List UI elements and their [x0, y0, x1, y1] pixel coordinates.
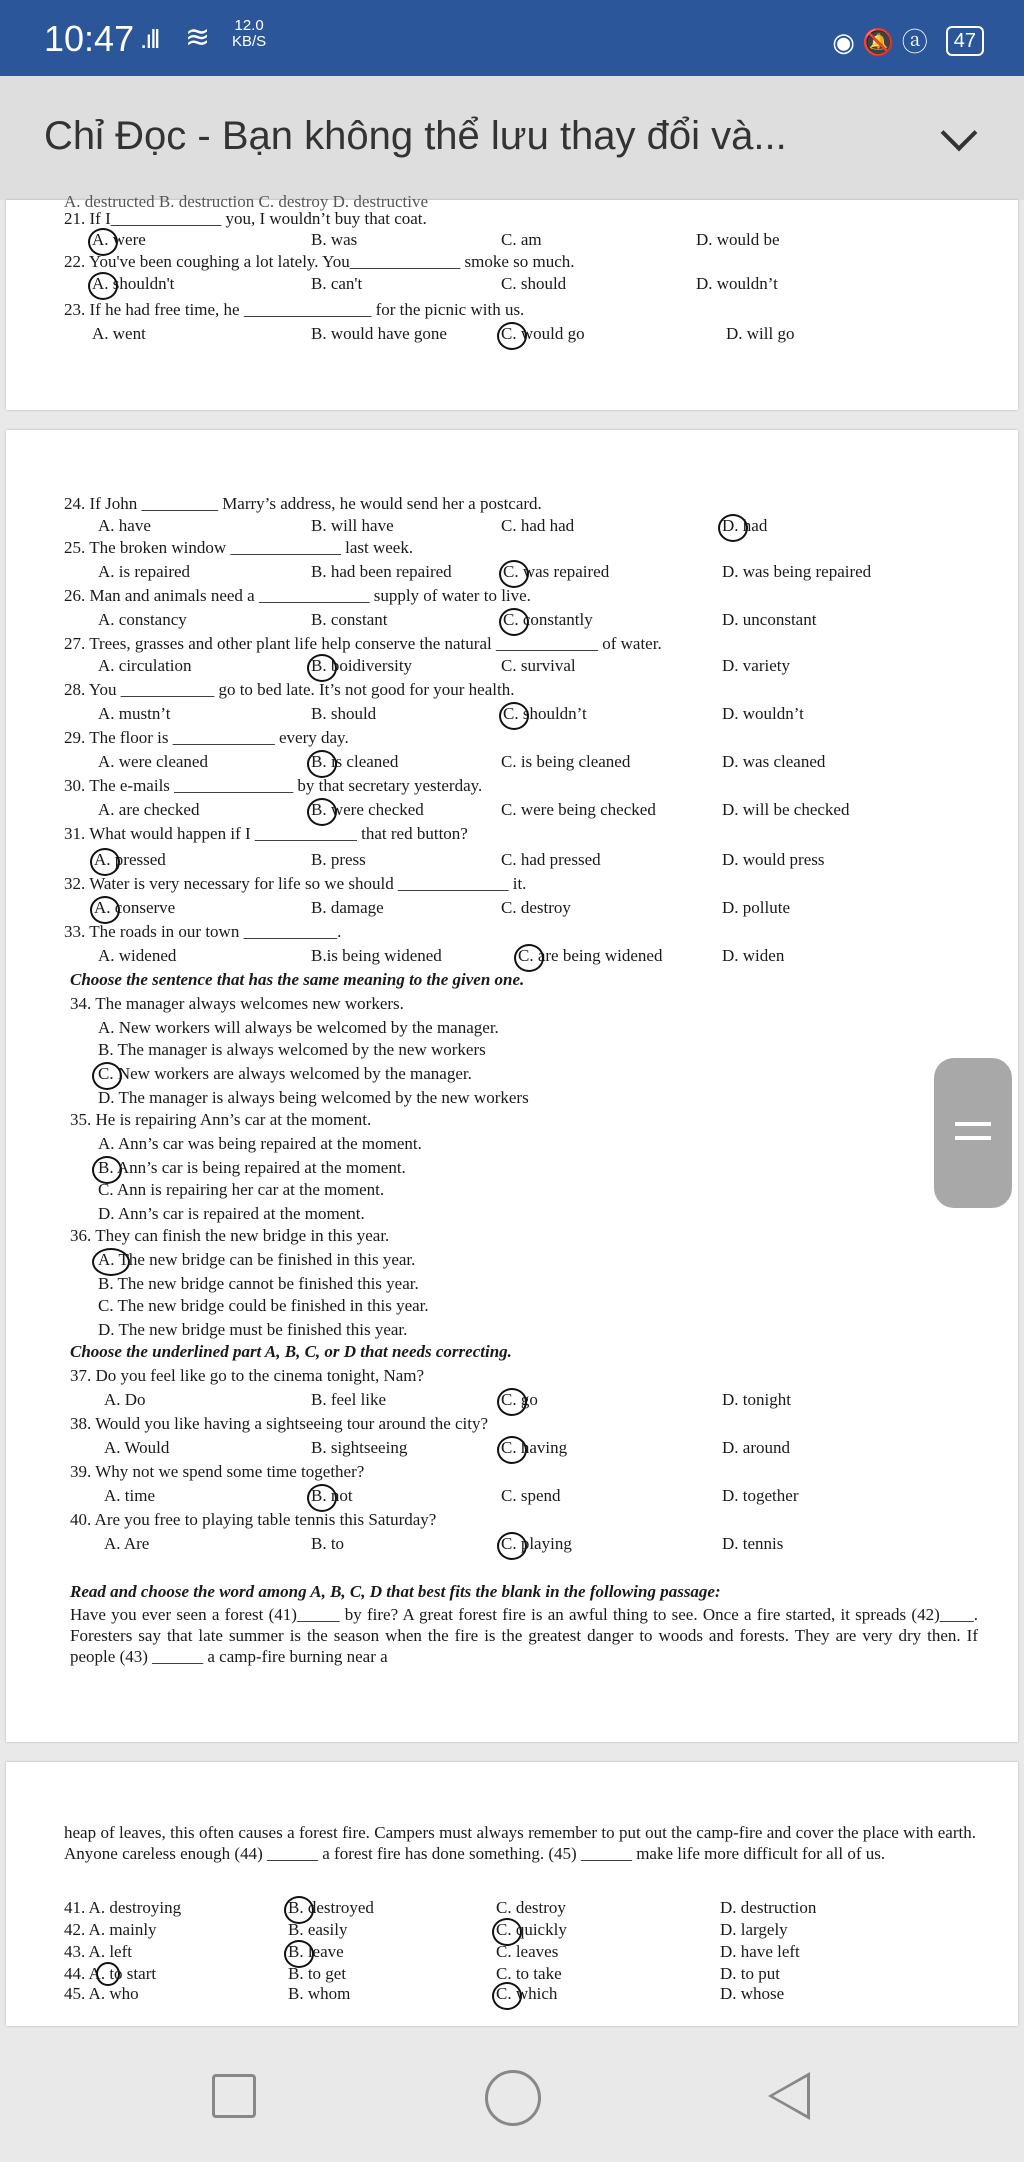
answer-22-d: D. wouldn’t: [696, 274, 778, 293]
answer-36-a: A. The new bridge can be finished in this year.: [98, 1250, 416, 1269]
answer-25-a: A. is repaired: [98, 562, 191, 581]
answer-45-a: 45. A. who: [64, 1984, 139, 2003]
answer-33-c: C. are being widened: [518, 946, 663, 965]
question-35: 35. He is repairing Ann’s car at the moment.: [70, 1110, 372, 1129]
answer-43-b: B. leave: [288, 1942, 344, 1961]
answer-24-a: A. have: [98, 516, 151, 535]
answer-32-b: B. damage: [311, 898, 384, 917]
document-title-bar[interactable]: [0, 76, 1024, 200]
question-23: 23. If he had free time, he _______________ for the picnic with us.: [64, 300, 525, 319]
question-cut-line: A. destructed B. destruction C. destroy D. destructive: [64, 192, 429, 211]
answer-36-d: D. The new bridge must be finished this year.: [98, 1320, 408, 1339]
answer-35-a: A. Ann’s car was being repaired at the moment.: [98, 1134, 422, 1153]
notification-icons: ◉ 🔕 ⓐ: [832, 27, 928, 57]
answer-31-d: D. would press: [722, 850, 825, 869]
answer-36-b: B. The new bridge cannot be finished this year.: [98, 1274, 419, 1293]
answer-39-d: D. together: [722, 1486, 799, 1505]
document-page-1: [6, 192, 1018, 410]
answer-29-c: C. is being cleaned: [501, 752, 631, 771]
answer-22-a: A. shouldn't: [92, 274, 175, 293]
answer-circle: [307, 798, 337, 826]
answer-32-a: A. conserve: [94, 898, 176, 917]
answer-28-a: A. mustn’t: [98, 704, 171, 723]
answer-33-b: B.is being widened: [311, 946, 442, 965]
answer-43-a: 43. A. left: [64, 1942, 132, 1961]
answer-26-b: B. constant: [311, 610, 388, 629]
answer-21-b: B. was: [311, 230, 358, 249]
question-30: 30. The e-mails ______________ by that secretary yesterday.: [64, 776, 483, 795]
answer-circle: [90, 848, 120, 876]
answer-45-c: C. which: [496, 1984, 558, 2003]
question-21: 21. If I_____________ you, I wouldn’t buy that coat.: [64, 209, 427, 228]
answer-27-b: B. boidiversity: [311, 656, 413, 675]
scroll-handle[interactable]: [934, 1058, 1012, 1208]
document-page-2: [6, 430, 1018, 1742]
answer-21-c: C. am: [501, 230, 542, 249]
answer-30-c: C. were being checked: [501, 800, 656, 819]
question-34: 34. The manager always welcomes new workers.: [70, 994, 404, 1013]
chevron-down-icon[interactable]: [941, 115, 978, 152]
answer-28-d: D. wouldn’t: [722, 704, 804, 723]
answer-circle: [92, 1248, 130, 1276]
answer-24-d: D. had: [722, 516, 768, 535]
answer-24-b: B. will have: [311, 516, 394, 535]
answer-37-c: C. go: [501, 1390, 538, 1409]
answer-circle: [718, 514, 748, 542]
answer-45-b: B. whom: [288, 1984, 351, 2003]
battery-icon: 47: [946, 26, 984, 56]
answer-26-d: D. unconstant: [722, 610, 817, 629]
question-39: 39. Why not we spend some time together?: [70, 1462, 365, 1481]
answer-42-d: D. largely: [720, 1920, 788, 1939]
answer-25-b: B. had been repaired: [311, 562, 452, 581]
answer-42-b: B. easily: [288, 1920, 348, 1939]
question-29: 29. The floor is ____________ every day.: [64, 728, 349, 747]
answer-32-d: D. pollute: [722, 898, 790, 917]
status-bar: [0, 0, 1024, 76]
answer-circle: [497, 1388, 527, 1416]
answer-circle: [497, 322, 527, 350]
answer-45-d: D. whose: [720, 1984, 785, 2003]
question-26: 26. Man and animals need a _____________ supply of water to live.: [64, 586, 531, 605]
answer-35-c: C. Ann is repairing her car at the moment.: [98, 1180, 385, 1199]
answer-31-a: A. pressed: [94, 850, 166, 869]
answer-circle: [96, 1962, 120, 1986]
answer-39-b: B. not: [311, 1486, 353, 1505]
home-button-icon[interactable]: [485, 2070, 541, 2126]
answer-circle: [497, 1436, 527, 1464]
question-25: 25. The broken window _____________ last week.: [64, 538, 414, 557]
answer-23-a: A. went: [92, 324, 146, 343]
answer-38-d: D. around: [722, 1438, 790, 1457]
answer-44-c: C. to take: [496, 1964, 562, 1983]
answer-37-b: B. feel like: [311, 1390, 387, 1409]
passage-part-1: Have you ever seen a forest (41)_____ by fire? A great forest fire is an awful thing to see. Once a fire started, it spreads (42)____. Foresters say that late summer is the season when the fire is the greatest danger to woods and forests. They are very dry then. If people (43) ______ a camp-fire burning near a: [70, 1605, 978, 1666]
answer-29-d: D. was cleaned: [722, 752, 826, 771]
navigation-bar: [0, 2030, 1024, 2162]
answer-31-c: C. had pressed: [501, 850, 601, 869]
answer-44-b: B. to get: [288, 1964, 347, 1983]
answer-43-c: C. leaves: [496, 1942, 559, 1961]
answer-44-d: D. to put: [720, 1964, 780, 1983]
question-24: 24. If John _________ Marry’s address, he would send her a postcard.: [64, 494, 542, 513]
answer-circle: [307, 1484, 337, 1512]
answer-circle: [92, 1156, 122, 1184]
answer-27-a: A. circulation: [98, 656, 192, 675]
answer-circle: [307, 750, 337, 778]
status-icons: [832, 22, 984, 59]
section-heading-correcting: Choose the underlined part A, B, C, or D that needs correcting.: [70, 1342, 512, 1361]
answer-circle: [307, 654, 337, 682]
answer-34-a: A. New workers will always be welcomed by the manager.: [98, 1018, 499, 1037]
answer-27-c: C. survival: [501, 656, 576, 675]
answer-29-a: A. were cleaned: [98, 752, 208, 771]
answer-22-b: B. can't: [311, 274, 363, 293]
answer-26-a: A. constancy: [98, 610, 187, 629]
answer-26-c: C. constantly: [503, 610, 593, 629]
answer-37-d: D. tonight: [722, 1390, 791, 1409]
answer-32-c: C. destroy: [501, 898, 571, 917]
answer-circle: [92, 1062, 122, 1090]
answer-circle: [492, 1982, 522, 2010]
answer-42-a: 42. A. mainly: [64, 1920, 157, 1939]
answer-circle: [497, 1532, 527, 1560]
back-button-icon[interactable]: [768, 2072, 810, 2120]
answer-24-c: C. had had: [501, 516, 575, 535]
answer-40-c: C. playing: [501, 1534, 572, 1553]
answer-40-b: B. to: [311, 1534, 345, 1553]
question-28: 28. You ___________ go to bed late. It’s not good for your health.: [64, 680, 515, 699]
answer-30-b: B. were checked: [311, 800, 424, 819]
question-40: 40. Are you free to playing table tennis this Saturday?: [70, 1510, 437, 1529]
answer-28-b: B. should: [311, 704, 377, 723]
document-page-3: [6, 1762, 1018, 2026]
answer-23-d: D. will go: [726, 324, 795, 343]
network-speed: 12.0 KB/S: [232, 17, 267, 50]
answer-23-c: C. would go: [501, 324, 585, 343]
answer-40-d: D. tennis: [722, 1534, 784, 1553]
status-time: 10:47: [44, 18, 135, 59]
answer-39-c: C. spend: [501, 1486, 561, 1505]
question-38: 38. Would you like having a sightseeing tour around the city?: [70, 1414, 489, 1433]
section-heading-same-meaning: Choose the sentence that has the same meaning to the given one.: [70, 970, 525, 989]
answer-44-a: 44. A. to start: [64, 1964, 157, 1983]
answer-27-d: D. variety: [722, 656, 790, 675]
question-22: 22. You've been coughing a lot lately. You_____________ smoke so much.: [64, 252, 575, 271]
answer-38-c: C. having: [501, 1438, 568, 1457]
answer-30-d: D. will be checked: [722, 800, 850, 819]
answer-34-c: C. New workers are always welcomed by the manager.: [98, 1064, 472, 1083]
question-37: 37. Do you feel like go to the cinema tonight, Nam?: [70, 1366, 425, 1385]
document-title: Chỉ Đọc - Bạn không thể lưu thay đổi và...: [44, 114, 787, 158]
answer-35-b: B. Ann’s car is being repaired at the moment.: [98, 1158, 406, 1177]
section-heading-passage: Read and choose the word among A, B, C, D that best fits the blank in the following passage:: [70, 1582, 721, 1601]
answer-circle: [499, 702, 529, 730]
answer-36-c: C. The new bridge could be finished in this year.: [98, 1296, 429, 1315]
answer-34-b: B. The manager is always welcomed by the new workers: [98, 1040, 486, 1059]
answer-41-a: 41. A. destroying: [64, 1898, 182, 1917]
answer-25-c: C. was repaired: [503, 562, 610, 581]
answer-35-d: D. Ann’s car is repaired at the moment.: [98, 1204, 365, 1223]
answer-38-b: B. sightseeing: [311, 1438, 408, 1457]
signal-icon: .ıll: [140, 24, 158, 54]
answer-circle: [499, 560, 529, 588]
answer-30-a: A. are checked: [98, 800, 200, 819]
answer-22-c: C. should: [501, 274, 567, 293]
answer-29-b: B. is cleaned: [311, 752, 399, 771]
answer-31-b: B. press: [311, 850, 366, 869]
answer-21-d: D. would be: [696, 230, 780, 249]
question-32: 32. Water is very necessary for life so we should _____________ it.: [64, 874, 527, 893]
answer-41-b: B. destroyed: [288, 1898, 374, 1917]
answer-circle: [514, 944, 544, 972]
answer-40-a: A. Are: [104, 1534, 150, 1553]
question-36: 36. They can finish the new bridge in this year.: [70, 1226, 390, 1245]
passage-part-2: heap of leaves, this often causes a forest fire. Campers must always remember to put out the camp-fire and cover the place with earth. Anyone careless enough (44) ______ a forest fire has done something. (45) ______ make life more difficult for all of us.: [64, 1823, 976, 1863]
answer-38-a: A. Would: [104, 1438, 170, 1457]
answer-33-a: A. widened: [98, 946, 177, 965]
question-33: 33. The roads in our town ___________.: [64, 922, 342, 941]
question-27: 27. Trees, grasses and other plant life help conserve the natural ____________ of water.: [64, 634, 662, 653]
answer-34-d: D. The manager is always being welcomed by the new workers: [98, 1088, 529, 1107]
answer-43-d: D. have left: [720, 1942, 800, 1961]
question-31: 31. What would happen if I ____________ that red button?: [64, 824, 468, 843]
answer-39-a: A. time: [104, 1486, 155, 1505]
wifi-icon: ≋: [185, 21, 211, 54]
answer-21-a: A. were: [92, 230, 146, 249]
recents-button-icon[interactable]: [212, 2074, 256, 2118]
answer-41-c: C. destroy: [496, 1898, 566, 1917]
answer-25-d: D. was being repaired: [722, 562, 872, 581]
answer-41-d: D. destruction: [720, 1898, 817, 1917]
answer-23-b: B. would have gone: [311, 324, 447, 343]
answer-circle: [90, 896, 120, 924]
answer-33-d: D. widen: [722, 946, 785, 965]
answer-42-c: C. quickly: [496, 1920, 567, 1939]
answer-28-c: C. shouldn’t: [503, 704, 587, 723]
answer-37-a: A. Do: [104, 1390, 146, 1409]
answer-circle: [499, 608, 529, 636]
answer-circle: [88, 272, 118, 300]
